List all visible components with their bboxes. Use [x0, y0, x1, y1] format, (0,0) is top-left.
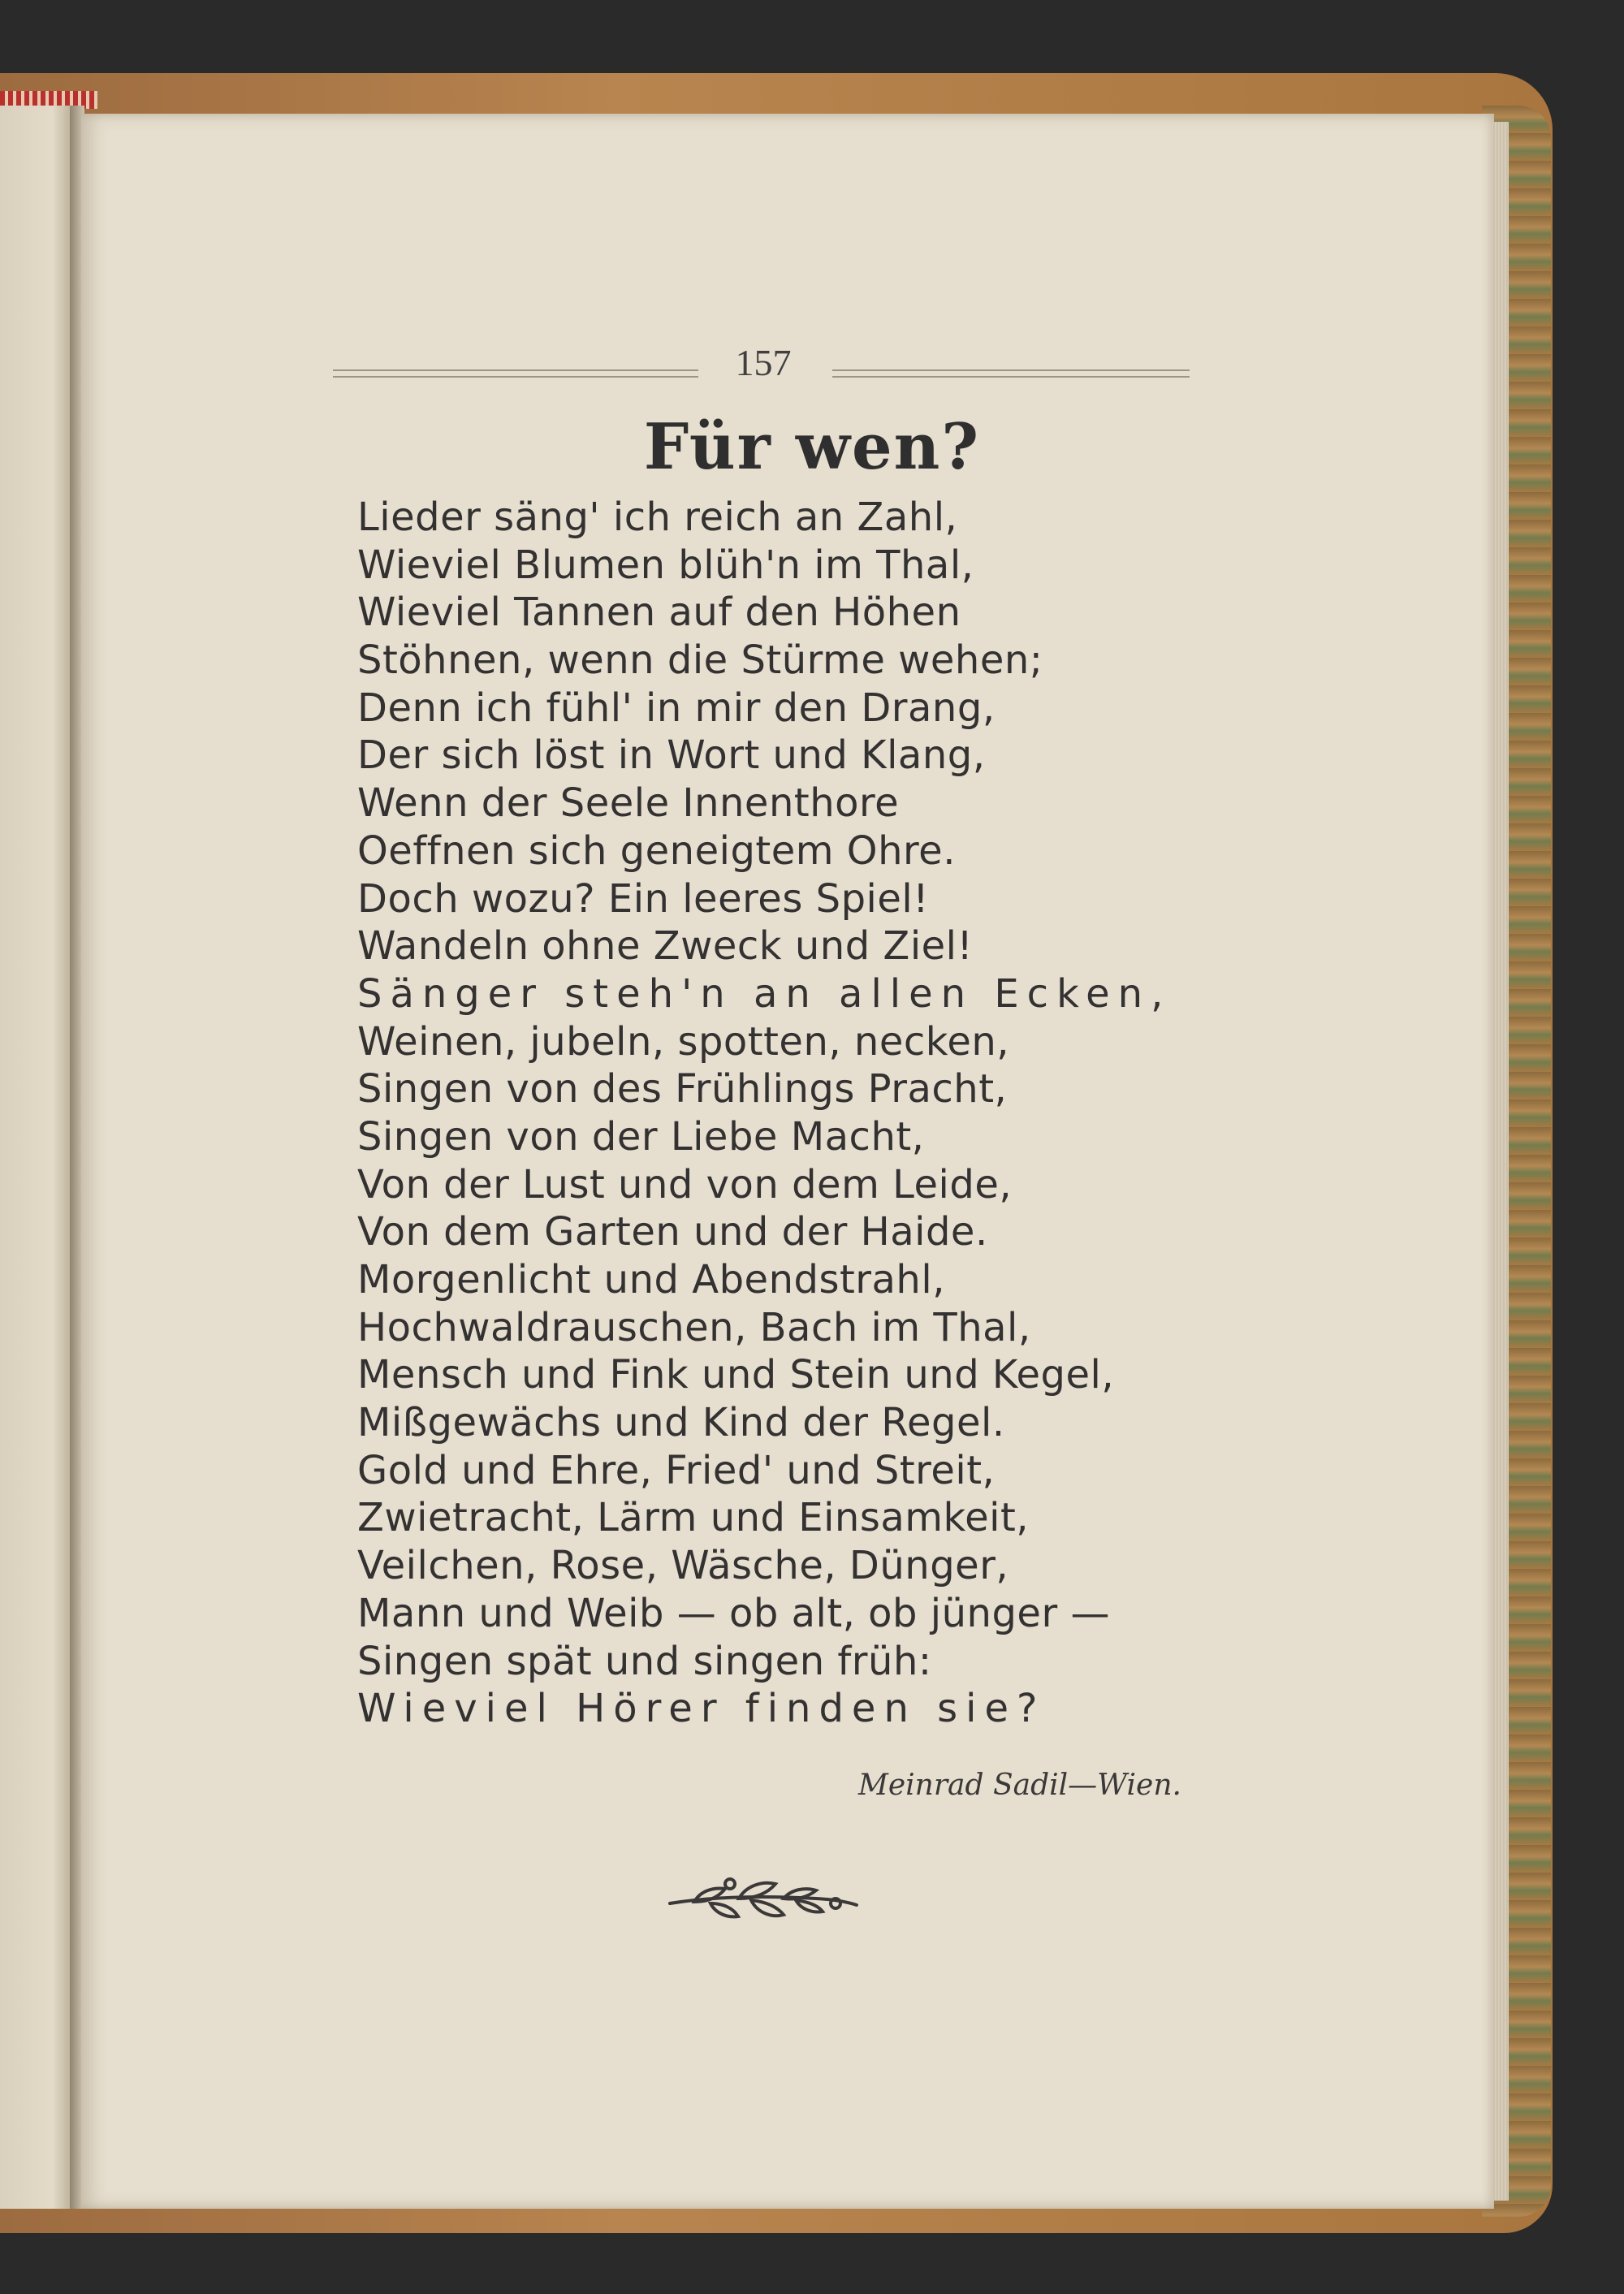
- poem-title: Für wen?: [643, 410, 981, 484]
- poem-line: Doch wozu? Ein leeres Spiel!: [357, 875, 929, 922]
- poem-line: Mißgewächs und Kind der Regel.: [357, 1400, 1005, 1446]
- poem-line: Denn ich fühl' in mir den Drang,: [357, 685, 996, 731]
- poem-line: Singen spät und singen früh:: [357, 1638, 932, 1684]
- poem-line: Wieviel Tannen auf den Höhen: [357, 590, 961, 636]
- poem-line: Zwietracht, Lärm und Einsamkeit,: [357, 1495, 1030, 1541]
- header-rule-left: [333, 369, 698, 378]
- poem-line: Singen von der Liebe Macht,: [357, 1113, 925, 1160]
- poem-line: Gold und Ehre, Fried' und Streit,: [357, 1447, 996, 1493]
- poem-line: Von der Lust und von dem Leide,: [357, 1161, 1013, 1207]
- poem-line: Weinen, jubeln, spotten, necken,: [357, 1018, 1010, 1065]
- poem-line: Wieviel Blumen blüh'n im Thal,: [357, 542, 974, 588]
- poem-line: Sänger steh'n an allen Ecken,: [357, 970, 1172, 1017]
- header-rule-right: [832, 369, 1190, 378]
- leaf-ornament-icon: [662, 1866, 865, 1931]
- poem-line: Mann und Weib — ob alt, ob jünger —: [357, 1590, 1110, 1636]
- poem-line: Singen von des Frühlings Pracht,: [357, 1066, 1008, 1112]
- poem-line: Wieviel Hörer finden sie?: [357, 1686, 1046, 1732]
- poem-body: [357, 494, 1171, 1733]
- author-signature: Meinrad Sadil—Wien.: [857, 1769, 1181, 1802]
- poem-line: Stöhnen, wenn die Stürme wehen;: [357, 637, 1043, 684]
- poem-line: Veilchen, Rose, Wäsche, Dünger,: [357, 1543, 1009, 1589]
- poem-line: Mensch und Fink und Stein und Kegel,: [357, 1352, 1115, 1398]
- poem-line: Oeffnen sich geneigtem Ohre.: [357, 827, 956, 874]
- poem-line: Der sich löst in Wort und Klang,: [357, 732, 986, 779]
- page-number: 157: [735, 342, 792, 383]
- poem-line: Von dem Garten und der Haide.: [357, 1209, 988, 1255]
- poem-line: Wenn der Seele Innenthore: [357, 780, 900, 827]
- poem-line: Wandeln ohne Zweck und Ziel!: [357, 923, 974, 970]
- poem-line: Hochwaldrauschen, Bach im Thal,: [357, 1304, 1031, 1350]
- poem-line: Lieder säng' ich reich an Zahl,: [357, 495, 958, 540]
- poem-line: Morgenlicht und Abendstrahl,: [357, 1257, 945, 1303]
